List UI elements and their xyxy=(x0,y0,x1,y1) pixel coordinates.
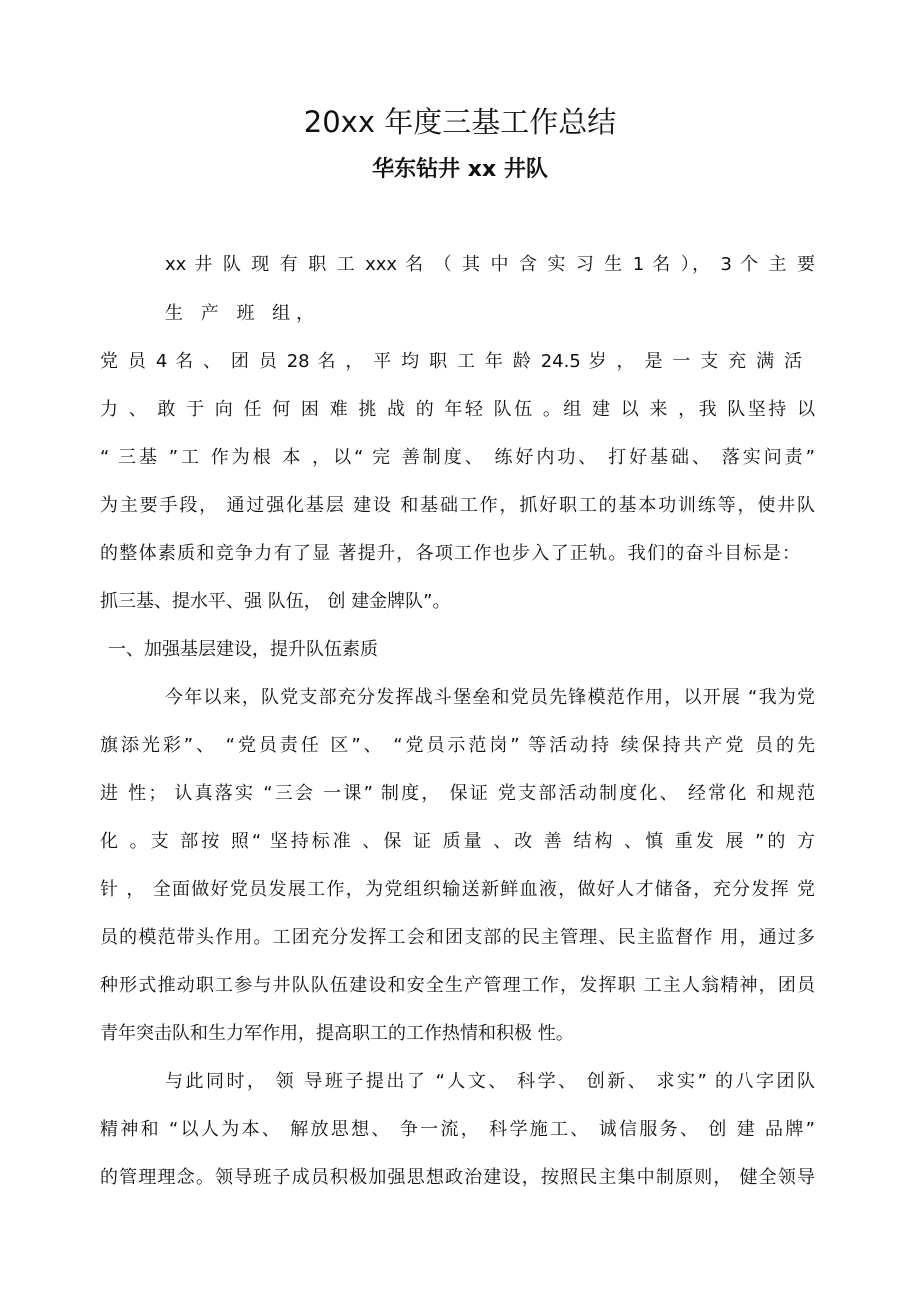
paragraph-line: 的管理理念。领导班子成员积极加强思想政治建设，按照民主集中制原则， 健全领导 xyxy=(100,1167,815,1188)
paragraph-line: 党 员 4 名 、 团 员 28 名 ， 平 均 职 工 年 龄 24.5 岁 ， 是 一 支 充 满 活 xyxy=(100,351,802,372)
document-title: 20xx 年度三基工作总结 xyxy=(303,105,617,139)
paragraph-line: 旗添光彩”、 “党员责任 区”、 “党员示范岗” 等活动持 续保持共产党 员的先 xyxy=(100,735,815,756)
paragraph-line: 针 ， 全面做好党员发展工作，为党组织输送新鲜血液，做好人才储备，充分发挥 党 xyxy=(100,879,815,900)
section-heading: 一、加强基层建设，提升队伍素质 xyxy=(108,639,378,660)
paragraph-line: 青年突击队和生力军作用，提高职工的工作热情和积极 性。 xyxy=(100,1023,574,1044)
paragraph-line: 精神和 “以人为本、 解放思想、 争一流， 科学施工、 诚信服务、 创 建 品牌” xyxy=(100,1119,815,1140)
paragraph-line: 员的模范带头作用。工团充分发挥工会和团支部的民主管理、民主监督作 用，通过多 xyxy=(100,927,815,948)
document-subtitle: 华东钻井 xx 井队 xyxy=(372,157,548,182)
paragraph-line: 进 性； 认真落实 “三会 一课” 制度， 保证 党支部活动制度化、 经常化 和规范 xyxy=(100,783,815,804)
paragraph-line: 抓三基、提水平、强 队伍， 创 建金牌队”。 xyxy=(100,591,451,612)
paragraph-line: 力 、 敢 于 向 任 何 困 难 挑 战 的 年轻 队伍 。组 建 以 来 ，我 队坚持 以 xyxy=(100,399,815,420)
paragraph-line: “ 三基 ”工 作为根 本 ，以“ 完 善制度、 练好内功、 打好基础、 落实问责” xyxy=(100,447,815,468)
paragraph-line: xx 井 队 现 有 职 工 xxx 名 （ 其 中 含 实 习 生 1 名 ）， 3 个 主 要 xyxy=(165,254,815,275)
paragraph-line: 今年以来，队党支部充分发挥战斗堡垒和党员先锋模范作用，以开展 “我为党 xyxy=(165,687,815,708)
paragraph-line: 种形式推动职工参与井队队伍建设和安全生产管理工作，发挥职 工主人翁精神，团员 xyxy=(100,975,815,996)
paragraph-line: 化 。支 部按 照“ 坚持标准 、保 证 质量 、改 善 结构 、慎 重发 展 ”的 方 xyxy=(100,831,815,852)
paragraph-line: 生 产 班 组， xyxy=(165,303,321,324)
paragraph-line: 为主要手段， 通过强化基层 建设 和基础工作，抓好职工的基本功训练等，使井队 xyxy=(100,495,815,516)
paragraph-line: 与此同时， 领 导班子提出了 “人文、 科学、 创新、 求实” 的八字团队 xyxy=(165,1071,815,1092)
paragraph-line: 的整体素质和竞争力有了显 著提升，各项工作也步入了正轨。我们的奋斗目标是： xyxy=(100,543,800,564)
